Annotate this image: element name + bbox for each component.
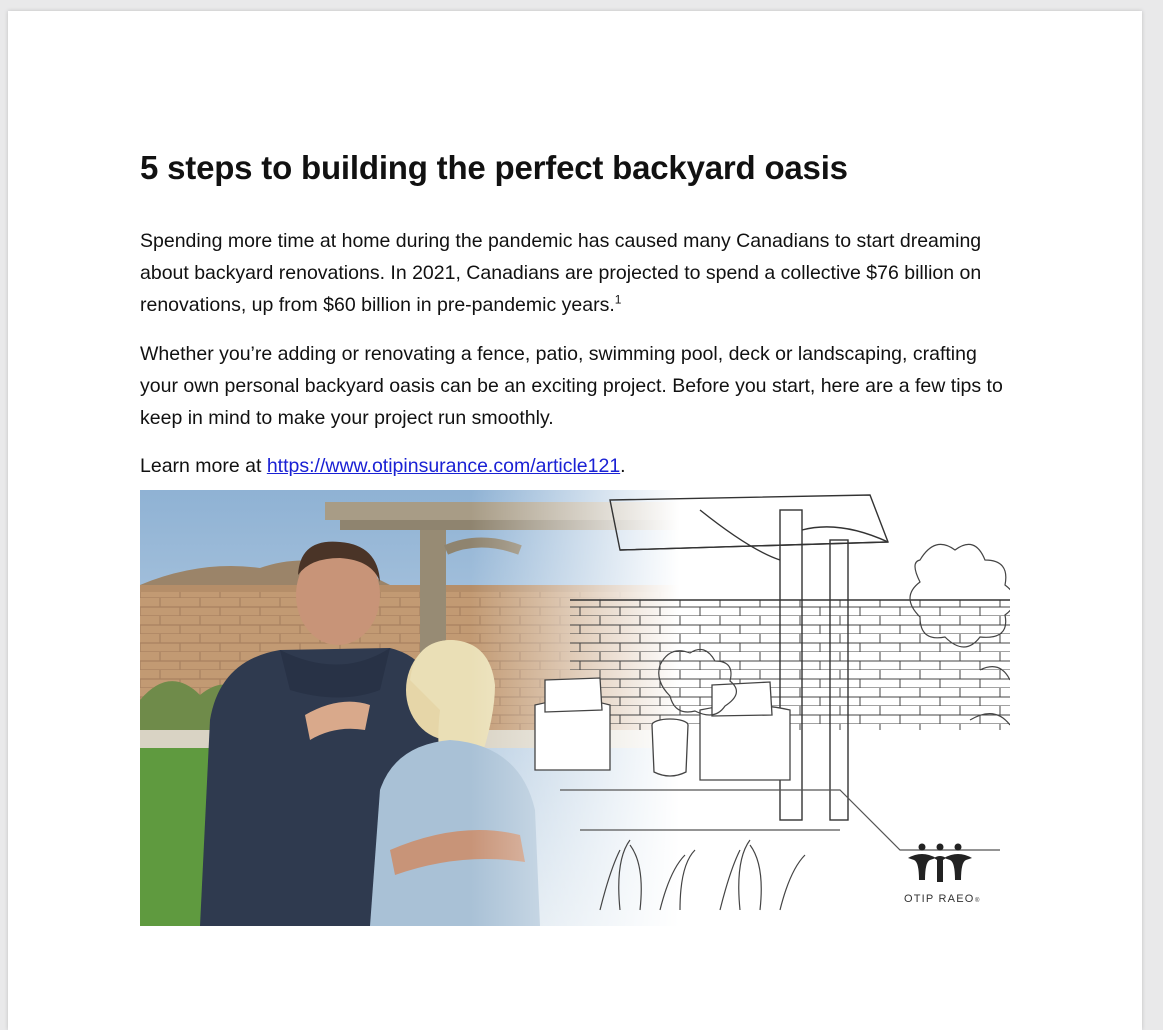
learn-more-prefix: Learn more at bbox=[140, 455, 267, 477]
backyard-illustration-svg bbox=[140, 490, 1010, 926]
document-page bbox=[8, 11, 1142, 1030]
registered-mark: ® bbox=[975, 898, 980, 904]
learn-more-line bbox=[140, 450, 626, 482]
backyard-illustration bbox=[140, 490, 1010, 926]
article-title: 5 steps to building the perfect backyard oasis bbox=[140, 149, 848, 186]
otip-logo-text: OTIP RAEO bbox=[904, 893, 975, 905]
article-body bbox=[140, 149, 1020, 477]
learn-more-suffix: . bbox=[620, 455, 626, 477]
intro-paragraph bbox=[140, 225, 1020, 321]
tips-paragraph: Whether you’re adding or renovating a fence, patio, swimming pool, deck or landscaping, crafting your own personal backyard oasis can be an exciting project. Before you start, here are a few tips to keep in mind to make your project run smoothly. bbox=[140, 343, 1003, 429]
intro-text: Spending more time at home during the pandemic has caused many Canadians to start dreaming about backyard renovations. In 2021, Canadians are projected to spend a collective $76 billion on renovations, up from $60 billion in pre-pandemic years. bbox=[140, 230, 982, 316]
footnote-marker[interactable]: 1 bbox=[614, 292, 622, 307]
article-link[interactable]: https://www.otipinsurance.com/article121 bbox=[266, 455, 621, 477]
